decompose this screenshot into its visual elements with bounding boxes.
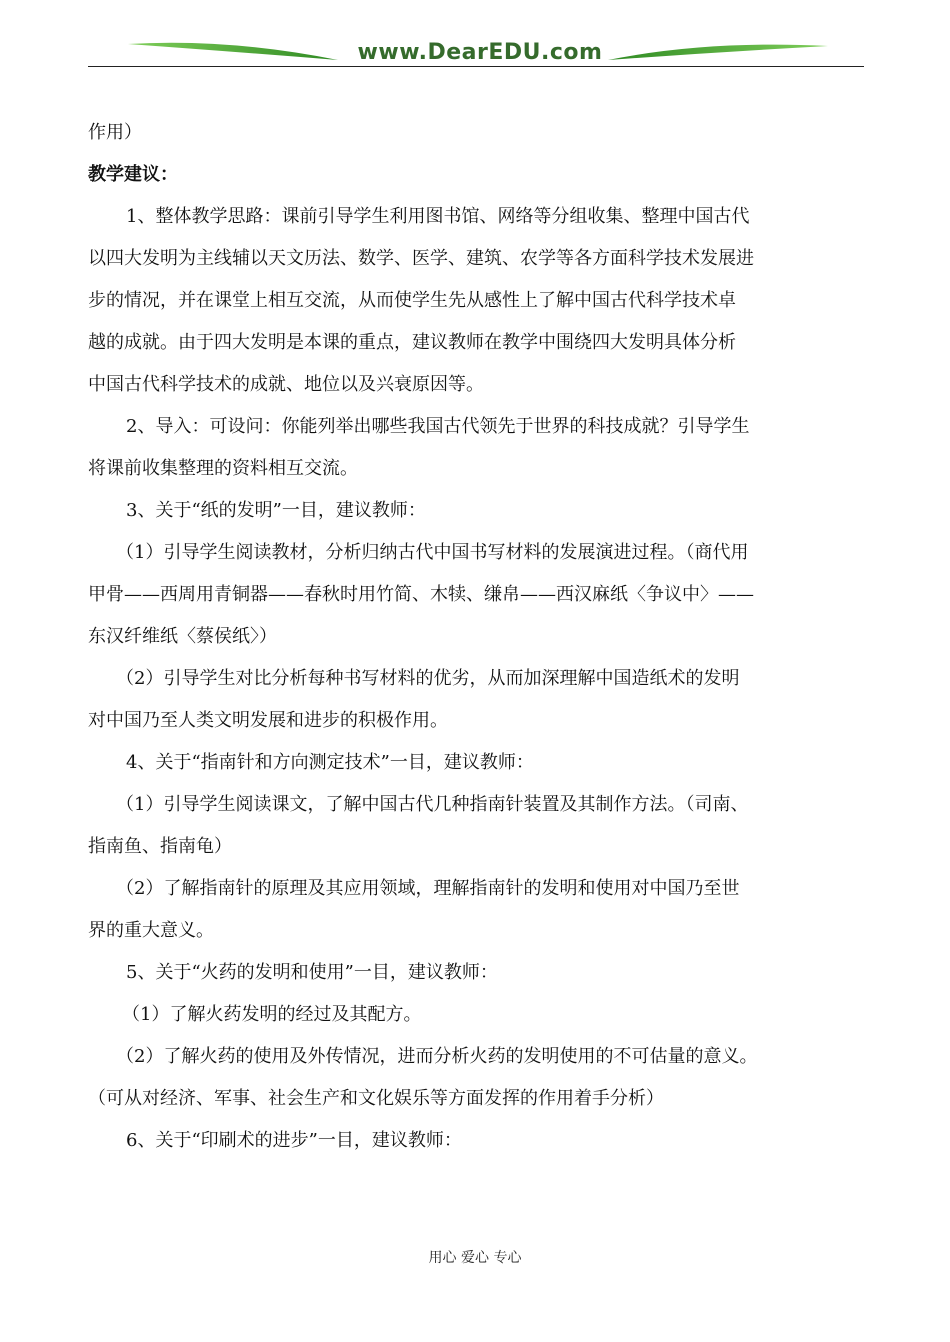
text-line: 越的成就。由于四大发明是本课的重点，建议教师在教学中围绕四大发明具体分析 [88, 332, 736, 353]
text-line: 中国古代科学技术的成就、地位以及兴衰原因等。 [88, 374, 484, 395]
text-line: （1）引导学生阅读课文，了解中国古代几种指南针装置及其制作方法。（司南、 [116, 794, 749, 815]
text-line: 以四大发明为主线辅以天文历法、数学、医学、建筑、农学等各方面科学技术发展进 [88, 248, 754, 269]
left-swoosh [128, 43, 338, 60]
text-line: 将课前收集整理的资料相互交流。 [88, 458, 358, 479]
page-header [88, 30, 864, 70]
right-swoosh [608, 45, 828, 60]
text-line: 1、整体教学思路：课前引导学生利用图书馆、网络等分组收集、整理中国古代 [126, 206, 750, 227]
text-line: （可从对经济、军事、社会生产和文化娱乐等方面发挥的作用着手分析） [88, 1088, 664, 1109]
text-line: 东汉纤维纸〈蔡侯纸〉） [88, 626, 277, 647]
text-line: 步的情况，并在课堂上相互交流，从而使学生先从感性上了解中国古代科学技术卓 [88, 290, 736, 311]
text-line: 4、关于“指南针和方向测定技术”一目，建议教师： [126, 752, 534, 773]
text-line: （2）了解火药的使用及外传情况，进而分析火药的发明使用的不可估量的意义。 [116, 1046, 758, 1067]
text-line: 5、关于“火药的发明和使用”一目，建议教师： [126, 962, 498, 983]
text-line: 对中国乃至人类文明发展和进步的积极作用。 [88, 710, 448, 731]
text-line: （1）了解火药发明的经过及其配方。 [122, 1004, 422, 1025]
text-line: 2、导入：可设问：你能列举出哪些我国古代领先于世界的科技成就？引导学生 [126, 416, 750, 437]
text-line: 界的重大意义。 [88, 920, 214, 941]
site-logo-text: www.DearEDU.com [357, 40, 603, 65]
page-footer: 用心 爱心 专心 [428, 1250, 522, 1266]
text-line: 6、关于“印刷术的进步”一目，建议教师： [126, 1130, 462, 1151]
text-line: 3、关于“纸的发明”一目，建议教师： [126, 500, 426, 521]
text-line: 指南鱼、指南龟） [88, 836, 232, 857]
header-rule [88, 66, 864, 67]
text-line: （2）引导学生对比分析每种书写材料的优劣，从而加深理解中国造纸术的发明 [116, 668, 740, 689]
text-line: 作用） [88, 122, 142, 143]
text-line: （1）引导学生阅读教材，分析归纳古代中国书写材料的发展演进过程。（商代用 [116, 542, 749, 563]
text-line: 甲骨——西周用青铜器——春秋时用竹简、木犊、缣帛——西汉麻纸〈争议中〉—— [88, 584, 754, 605]
text-line: （2）了解指南针的原理及其应用领域，理解指南针的发明和使用对中国乃至世 [116, 878, 740, 899]
document-body [88, 112, 864, 1162]
section-heading: 教学建议： [88, 164, 178, 185]
